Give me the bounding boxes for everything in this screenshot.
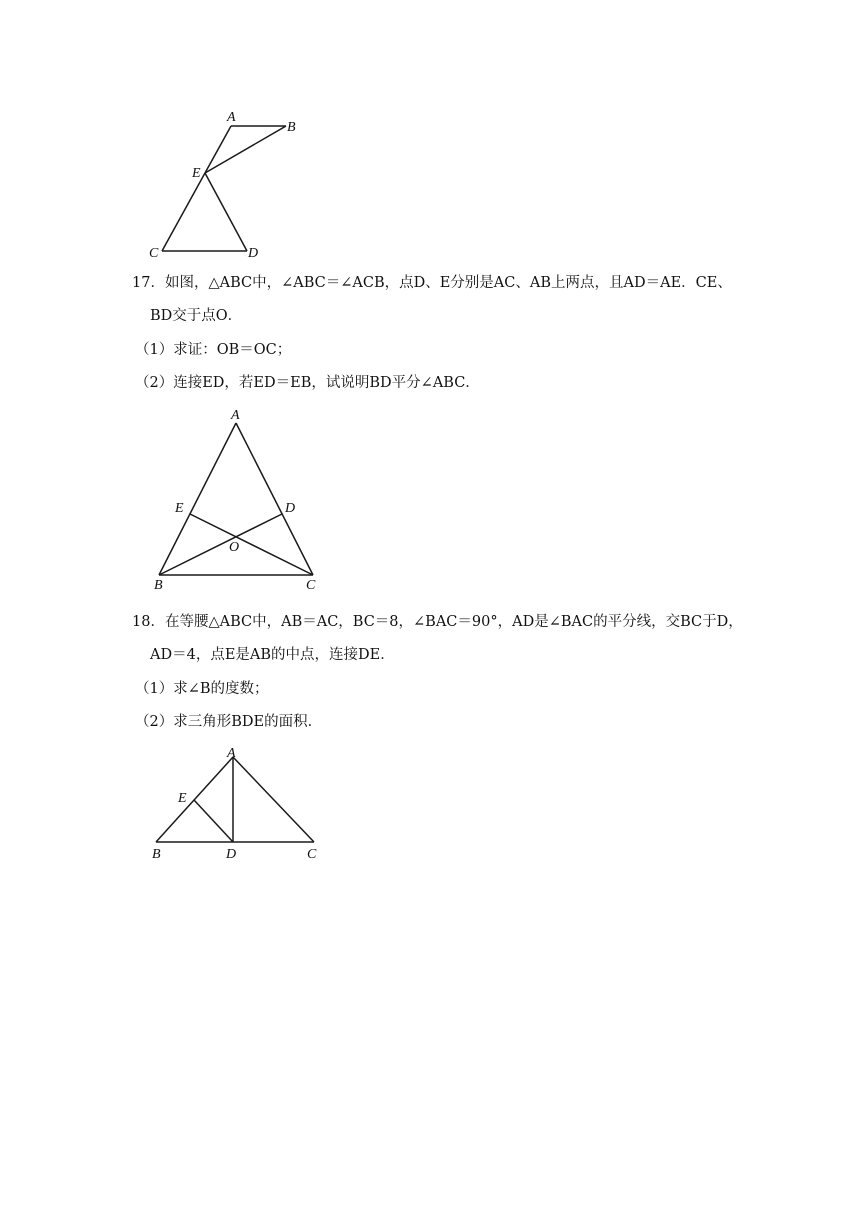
label-a: A	[227, 746, 236, 761]
segment-ec	[162, 173, 205, 251]
problem-18-line-1: 18．在等腰△ABC中，AB＝AC，BC＝8，∠BAC＝90°，AD是∠BAC的平分线，交BC于D，	[132, 614, 743, 630]
problem-17-part-2: （2）连接ED，若ED＝EB，试说明BD平分∠ABC．	[135, 375, 480, 391]
segment-ac	[233, 757, 314, 842]
label-c: C	[149, 246, 159, 261]
problem-18-part-1: （1）求∠B的度数；	[135, 681, 269, 697]
figure-16	[0, 0, 860, 270]
label-o: O	[229, 540, 240, 555]
label-e: E	[175, 501, 184, 516]
label-c: C	[307, 847, 317, 862]
figure-17	[0, 395, 860, 600]
problem-18-line-2: AD＝4，点E是AB的中点，连接DE．	[150, 647, 395, 663]
segment-bd	[159, 514, 282, 575]
segment-ab	[159, 423, 236, 575]
figure-18	[0, 740, 860, 870]
label-c: C	[306, 578, 316, 593]
segment-ce	[190, 514, 313, 575]
problem-17-line-2: BD交于点O．	[150, 308, 243, 324]
label-a: A	[227, 110, 236, 125]
label-d: D	[248, 246, 259, 261]
segment-ed	[194, 800, 233, 842]
label-b: B	[287, 120, 296, 135]
segment-ac	[236, 423, 313, 575]
label-e: E	[192, 166, 201, 181]
problem-17-line-1: 17．如图，△ABC中，∠ABC＝∠ACB，点D、E分别是AC、AB上两点，且AD＝AE．CE、	[132, 275, 732, 291]
problem-17-part-1: （1）求证：OB＝OC；	[135, 342, 292, 358]
label-b: B	[154, 578, 163, 593]
label-b: B	[152, 847, 161, 862]
label-e: E	[178, 791, 187, 806]
label-d: D	[285, 501, 296, 516]
label-d: D	[226, 847, 237, 862]
problem-18-part-2: （2）求三角形BDE的面积．	[135, 714, 323, 730]
label-a: A	[231, 408, 240, 423]
segment-ed	[205, 173, 247, 251]
